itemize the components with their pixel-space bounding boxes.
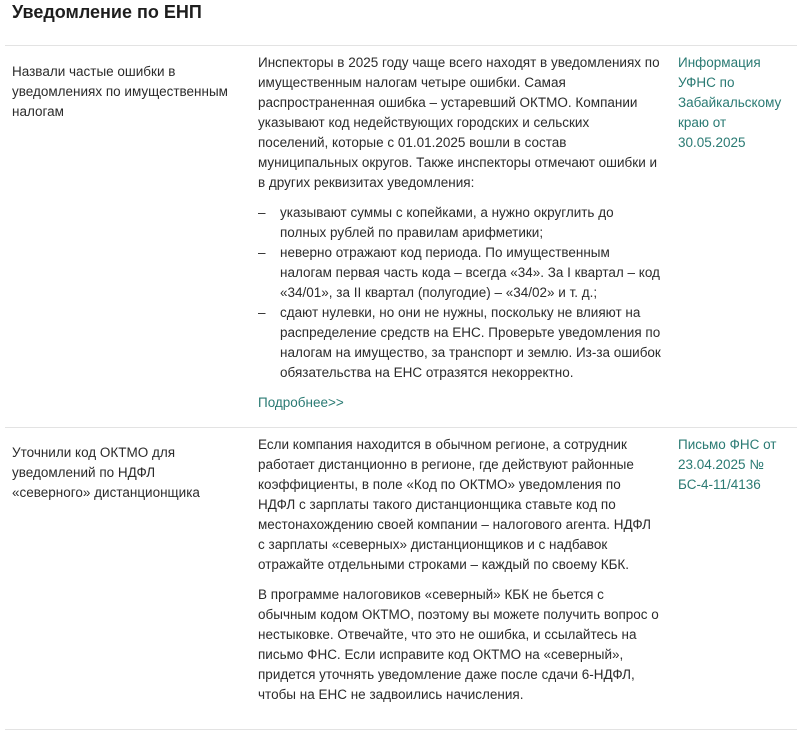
- row-body: [251, 46, 669, 427]
- list-item-text: неверно отражают код периода. По имущественным налогам первая часть кода – всегда «34». За I квартал – код «34/01», за II квартал (полугодие) – «34/02» и т. д.;: [280, 245, 660, 300]
- row-intro-paragraph: Инспекторы в 2025 году чаще всего находят в уведомлениях по имущественным налогам четыре ошибки. Самая распространенная ошибка – устаревший ОКТМО. Компании указывают код недействующих городских и сельских поселений, которые с 01.01.2025 вошли в состав муниципальных округов. Также инспекторы отмечают ошибки и в других реквизитах уведомления:: [258, 55, 660, 190]
- table-row: [5, 428, 797, 730]
- row-topic: Уточнили код ОКТМО для уведомлений по НДФЛ «северного» дистанционщика: [12, 445, 200, 500]
- news-table: [5, 45, 797, 730]
- list-dash-marker: –: [258, 245, 266, 260]
- more-link[interactable]: Подробнее>>: [258, 395, 344, 410]
- list-item-text: указывают суммы с копейками, а нужно округлить до полных рублей по правилам арифметики;: [280, 205, 614, 240]
- row-paragraph: Если компания находится в обычном регионе, а сотрудник работает дистанционно в регионе, где действуют районные коэффициенты, в поле «Код по ОКТМО» уведомления по НДФЛ с зарплаты такого дистанционщика ставьте код по местонахождению своей компании – налогового агента. НДФЛ с зарплаты «северных» дистанционщиков и с надбавок отражайте отдельными строками – каждый по своему КБК.: [258, 437, 652, 572]
- table-row: [5, 46, 797, 428]
- list-item: [258, 203, 661, 243]
- error-list: [258, 203, 661, 383]
- page-title: Уведомление по ЕНП: [12, 2, 202, 22]
- list-item-text: сдают нулевки, но они не нужны, поскольку не влияют на распределение средств на ЕНС. Проверьте уведомления по налогам на имущество, за транспорт и землю. Из-за ошибок обязательства на ЕНС отразятся некорректно.: [280, 305, 661, 380]
- list-item: [258, 243, 661, 303]
- list-item: [258, 303, 661, 383]
- row-paragraph: В программе налоговиков «северный» КБК не бьется с обычным кодом ОКТМО, поэтому вы можете получить вопрос о нестыковке. Отвечайте, что это не ошибка, и ссылайтесь на письмо ФНС. Если исправите код ОКТМО на «северный», придется уточнять уведомление даже после сдачи 6-НДФЛ, чтобы на ЕНС не задвоились начисления.: [258, 587, 659, 702]
- row-body: [251, 428, 669, 729]
- source-link[interactable]: Письмо ФНС от 23.04.2025 № БС-4-11/4136: [678, 437, 777, 492]
- list-dash-marker: –: [258, 205, 266, 220]
- list-dash-marker: –: [258, 305, 266, 320]
- row-topic: Назвали частые ошибки в уведомлениях по имущественным налогам: [12, 64, 228, 119]
- source-link[interactable]: Информация УФНС по Забайкальскому краю от 30.05.2025: [678, 55, 782, 150]
